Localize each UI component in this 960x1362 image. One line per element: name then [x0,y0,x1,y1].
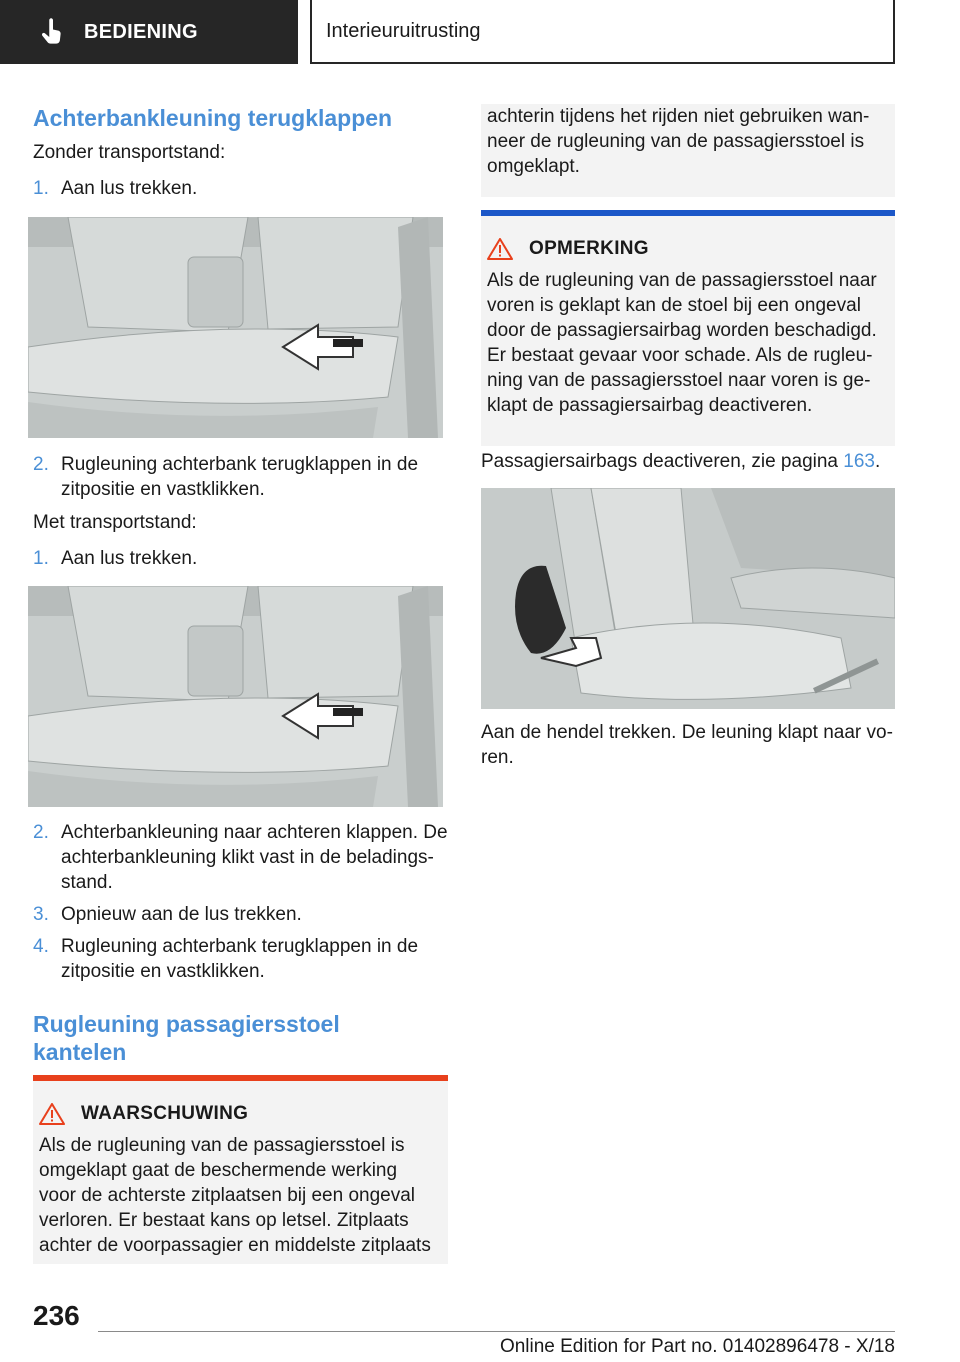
list-item: 1. Aan lus trekken. [33,548,198,569]
chapter-tab[interactable] [310,0,895,64]
warning-triangle-icon [39,1103,65,1125]
lever-caption: Aan de hendel trekken. De leuning klapt naar vo-ren. [481,722,893,768]
rear-seat-transport-image [28,586,443,807]
section-heading-passenger-seat: Rugleuning passagiersstoel kantelen [33,1011,340,1065]
warning-text: Als de rugleuning van de passagiersstoel is omgeklapt gaat de beschermende werking voor de achterste zitplaatsen bij een ongeval verloren. Er bestaat kans op letsel. Zitplaats achter de voorpassagier en middelste zitplaats [39,1135,431,1256]
intro-with-transport: Met transportstand: [33,512,197,533]
list-item: 2. Rugleuning achterbank terugklappen in de zitpositie en vastklikken. [33,454,419,500]
notice-header: OPMERKING [487,238,895,260]
chapter-label: Interieuruitrusting [326,19,481,42]
list-item: 4. Rugleuning achterbank terugklappen in de zitpositie en vastklikken. [33,936,419,982]
rear-seat-loop-image [28,217,443,438]
edition-text: Online Edition for Part no. 01402896478 - X/18 [499,1336,895,1357]
page-reference: Passagiersairbags deactiveren, zie pagina 163. [481,451,881,472]
notice-box [481,210,895,446]
warning-continuation-text: achterin tijdens het rijden niet gebruiken wan-neer de rugleuning van de passagiersstoel is omgeklapt. [487,106,870,177]
section-heading-backrest: Achterbankleuning terugklappen [33,105,393,131]
list-item: 3. Opnieuw aan de lus trekken. [33,904,302,925]
footer-divider [98,1331,895,1332]
notice-triangle-icon [487,238,513,260]
warning-continuation-box [481,104,895,197]
list-item: 2. Achterbankleuning naar achteren klappen. De achterbankleuning klikt vast in de beladings-stand. [33,822,448,893]
list-item: 1. Aan lus trekken. [33,178,198,199]
front-seat-lever-image [481,488,895,709]
warning-box [33,1075,448,1264]
hand-pointer-icon [38,17,68,47]
section-label: BEDIENING [84,20,198,43]
page-link[interactable]: 163 [843,451,875,472]
section-tab[interactable] [0,0,298,64]
warning-header: WAARSCHUWING [39,1103,448,1125]
page-number: 236 [33,1300,80,1331]
notice-text: Als de rugleuning van de passagiersstoel naar voren is geklapt kan de stoel bij een ongeval door de passagiersairbag worden beschadigd. Er bestaat gevaar voor schade. Als de rugleu-ning van de passagiersstoel naar voren is ge-klapt de passagiersairbag deactiveren. [487,270,877,416]
intro-no-transport: Zonder transportstand: [33,142,226,163]
